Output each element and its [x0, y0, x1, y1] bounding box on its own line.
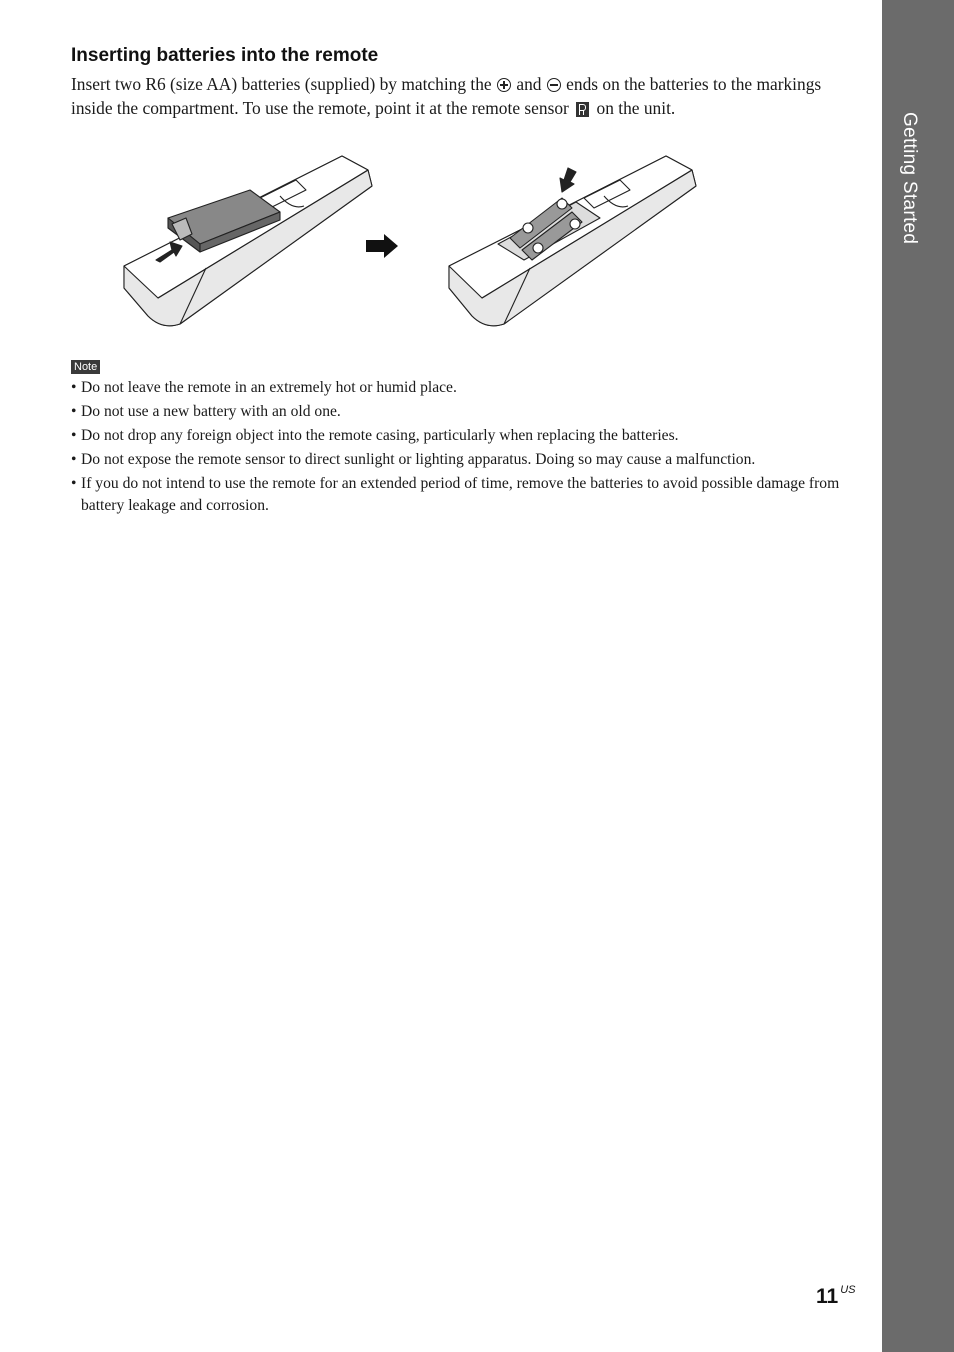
intro-text-1: Insert two R6 (size AA) batteries (supplied) by matching the [71, 74, 497, 94]
note-item: • If you do not intend to use the remote for an extended period of time, remove the batteries to avoid possible damage from battery leakage and corrosion. [71, 473, 861, 517]
note-badge: Note [71, 360, 100, 374]
page-number-suffix: US [840, 1284, 856, 1296]
note-item: • Do not drop any foreign object into the remote casing, particularly when replacing the batteries. [71, 425, 861, 447]
circled-plus-icon [497, 78, 511, 92]
intro-paragraph [71, 72, 861, 120]
intro-text-3: ends on the batteries to the markings inside the compartment. To use the remote, point it at the remote sensor [71, 74, 822, 118]
note-item: • Do not expose the remote sensor to direct sunlight or lighting apparatus. Doing so may cause a malfunction. [71, 449, 861, 471]
battery-insertion-illustration [110, 148, 710, 338]
section-heading: Inserting batteries into the remote [71, 45, 379, 66]
remote-with-lid-illustration [124, 156, 372, 326]
side-tab-label: Getting Started [899, 112, 920, 245]
note-item: • Do not leave the remote in an extremely hot or humid place. [71, 377, 861, 399]
intro-text-4: on the unit. [592, 98, 676, 118]
page-number-value: 11 [816, 1285, 839, 1308]
remote-with-batteries-illustration [449, 156, 696, 326]
note-list [71, 377, 861, 519]
page-number [816, 1284, 855, 1309]
remote-sensor-icon [576, 102, 589, 117]
note-item: • Do not use a new battery with an old one. [71, 401, 861, 423]
intro-text-2: and [512, 74, 546, 94]
right-arrow-icon [366, 234, 398, 258]
circled-minus-icon [547, 78, 561, 92]
